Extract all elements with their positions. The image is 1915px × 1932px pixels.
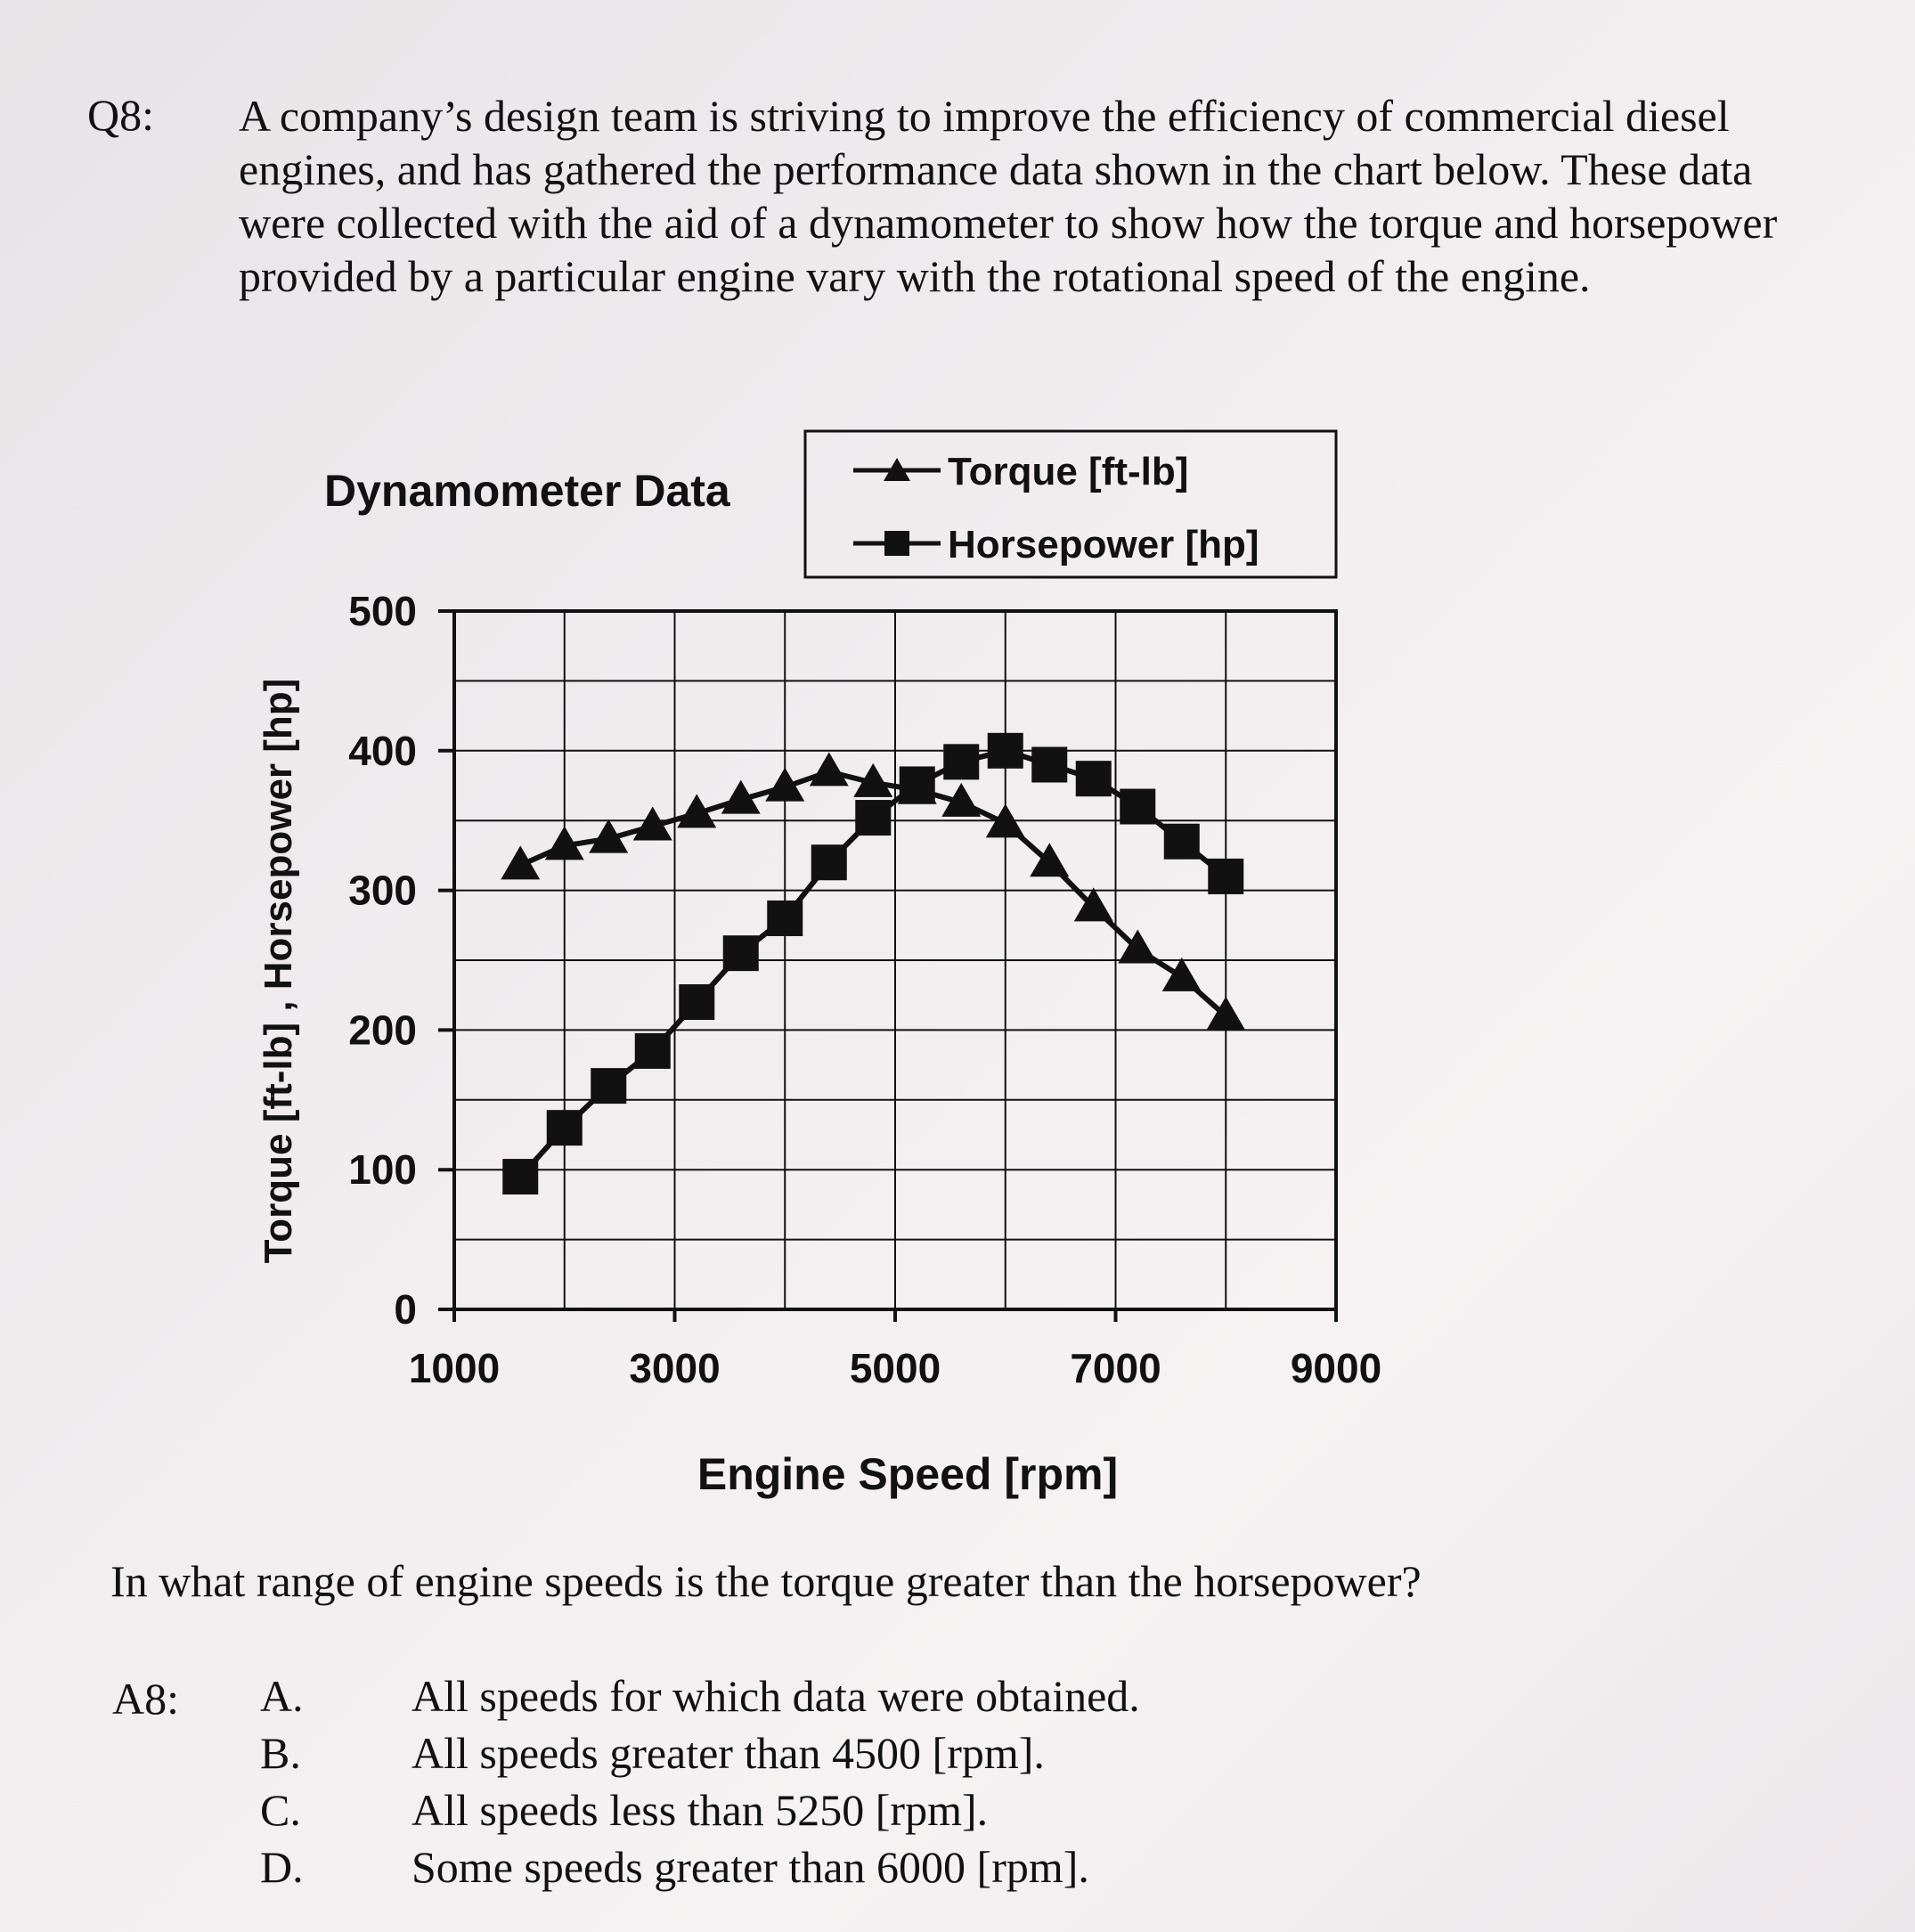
option-d[interactable] (260, 1838, 1140, 1895)
chart-grid (454, 611, 1336, 1309)
horsepower-point (900, 766, 935, 802)
option-c[interactable] (260, 1781, 1140, 1838)
y-tick-label: 400 (348, 727, 417, 774)
option-text: Some speeds greater than 6000 [rpm]. (412, 1842, 1089, 1892)
horsepower-point (547, 1110, 583, 1145)
option-text: All speeds for which data were obtained. (412, 1671, 1140, 1721)
y-axis-label: Torque [ft-lb] , Horsepower [hp] (257, 678, 300, 1264)
question-label: Q8: (87, 90, 154, 140)
horsepower-point (1164, 824, 1200, 860)
legend-torque-label: Torque [ft-lb] (948, 450, 1189, 493)
x-axis-label: Engine Speed [rpm] (697, 1449, 1119, 1499)
torque-point (810, 752, 849, 786)
x-tick-label: 3000 (629, 1345, 721, 1391)
option-b[interactable] (260, 1724, 1140, 1781)
torque-point (501, 845, 540, 879)
x-tick-label: 5000 (849, 1345, 941, 1391)
x-tick-label: 7000 (1070, 1345, 1161, 1391)
answer-options (260, 1667, 1140, 1895)
horsepower-point (1076, 761, 1112, 796)
horsepower-point (1120, 789, 1155, 825)
question-prompt: In what range of engine speeds is the torque greater than the horsepower? (110, 1556, 1422, 1606)
y-tick-label: 300 (348, 867, 417, 914)
horsepower-point (723, 935, 759, 971)
answer-label: A8: (112, 1674, 179, 1724)
question-text: A company’s design team is striving to improve the efficiency of commercial diesel engines, and has gathered the performance data shown in the chart below. These data were collected with the aid of a dynamometer to show how the torque and horsepower provided by a particular engine vary with the rotational speed of the engine. (239, 91, 1778, 301)
horsepower-point (943, 744, 979, 779)
legend-horsepower-label: Horsepower [hp] (948, 523, 1259, 567)
horsepower-point (811, 844, 847, 880)
y-tick-label: 100 (348, 1146, 417, 1194)
chart-title: Dynamometer Data (324, 466, 730, 516)
horsepower-point (1031, 746, 1067, 782)
option-text: All speeds greater than 4500 [rpm]. (412, 1728, 1045, 1778)
horsepower-point (635, 1033, 671, 1069)
horsepower-point (679, 984, 714, 1020)
horsepower-point (988, 733, 1023, 769)
torque-point (1162, 958, 1202, 991)
option-a[interactable] (260, 1667, 1140, 1724)
option-text: All speeds less than 5250 [rpm]. (412, 1785, 989, 1835)
option-letter: A. (260, 1671, 304, 1721)
x-tick-label: 9000 (1290, 1345, 1382, 1391)
x-tick-label: 1000 (408, 1345, 501, 1391)
option-letter: C. (260, 1785, 301, 1835)
y-tick-label: 500 (348, 588, 417, 634)
horsepower-point (767, 901, 803, 936)
chart-series (501, 733, 1245, 1194)
horsepower-point (855, 800, 891, 836)
option-letter: B. (260, 1728, 301, 1778)
legend-horsepower-square-icon (884, 531, 909, 556)
legend (805, 431, 1336, 577)
option-letter: D. (260, 1842, 304, 1892)
horsepower-point (591, 1068, 626, 1104)
y-tick-label: 0 (394, 1286, 417, 1333)
y-tick-label: 200 (348, 1007, 417, 1054)
horsepower-point (502, 1159, 538, 1194)
horsepower-point (1208, 859, 1243, 894)
